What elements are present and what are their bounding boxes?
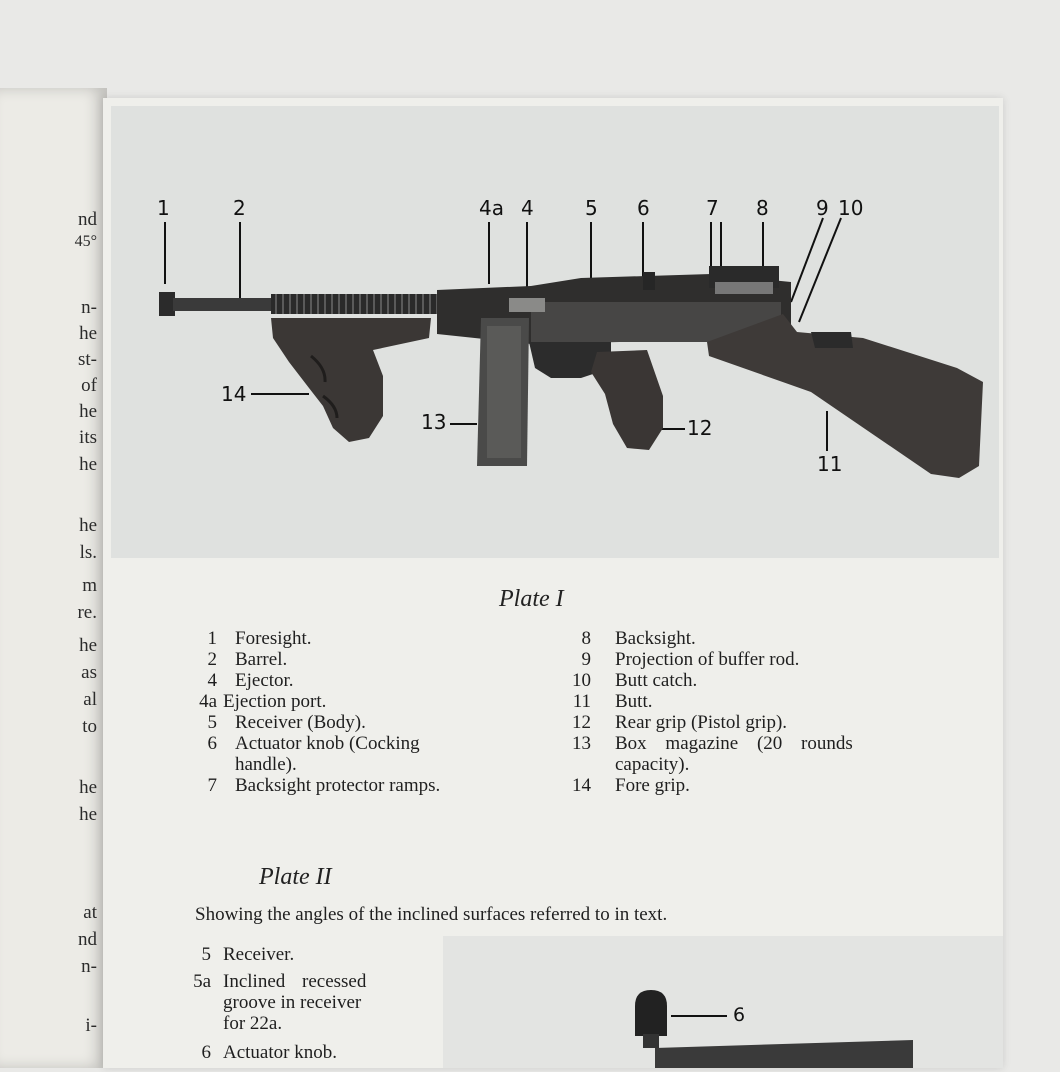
legend-item: 11 Butt. [572,691,653,712]
plate-1-legend-right [551,628,853,796]
legend-item: 1 Foresight. [207,628,312,649]
left-page-fragment: he [79,777,97,798]
legend-item: groove in receiver [223,992,362,1013]
left-page-fragment: 45° [74,233,97,250]
callout-13: 13 [421,410,447,434]
legend-item: 6 Actuator knob. [201,1042,337,1063]
left-page-fragment: he [79,454,97,475]
legend-item: 2 Barrel. [207,649,288,670]
legend-item: 5 Receiver. [201,944,295,965]
legend-item: 5a Inclined recessed [193,971,367,992]
left-page-fragment: re. [77,602,97,623]
callout-2: 2 [233,196,246,220]
callout-11: 11 [817,452,843,476]
legend-item: 6 Actuator knob (Cocking [207,733,420,754]
left-page-fragment: as [81,662,97,683]
book-page [103,98,1003,1068]
legend-item: for 22a. [223,1013,283,1034]
left-page-fragment: ls. [79,542,97,563]
left-page-fragment: its [79,427,97,448]
previous-page [0,88,107,1068]
legend-item: 9 Projection of buffer rod. [581,649,800,670]
left-page-fragment: al [83,689,97,710]
callout-4: 4 [521,196,534,220]
left-page-fragment: st- [78,349,97,370]
callout-12: 12 [687,416,713,440]
receiver-closeup-illustration [443,936,1003,1068]
legend-item: 4a Ejection port. [199,691,327,712]
plate-2-callout-6: 6 [733,1004,746,1026]
legend-item: 12 Rear grip (Pistol grip). [572,712,788,733]
callout-7: 7 [706,196,719,220]
legend-item: 14 Fore grip. [572,775,690,796]
legend-item: capacity). [615,754,690,775]
legend-item: handle). [235,754,297,775]
left-page-fragment: to [82,716,97,737]
legend-item: 10 Butt catch. [572,670,698,691]
plate-2-photo [443,936,1003,1068]
left-page-fragment: he [79,515,97,536]
submachine-gun-illustration [111,106,999,558]
callout-5: 5 [585,196,598,220]
left-page-fragment: m [82,575,97,596]
legend-item: 7 Backsight protector ramps. [207,775,441,796]
left-page-fragment: he [79,635,97,656]
legend-item: 4 Ejector. [207,670,294,691]
callout-4a: 4a [479,196,504,220]
plate-1-legend-left [177,628,440,796]
left-page-fragment: n- [81,956,97,977]
plate-1-title: Plate I [499,586,564,612]
legend-item: 13 Box magazine (20 rounds [572,733,853,754]
legend-item: 5 Receiver (Body). [207,712,366,733]
callout-1: 1 [157,196,170,220]
callout-10: 10 [838,196,864,220]
plate-2-title: Plate II [259,864,332,890]
left-page-fragment: nd [78,209,97,230]
left-page-fragment: he [79,401,97,422]
callout-9: 9 [816,196,829,220]
left-page-fragment: i- [85,1015,97,1036]
callout-14: 14 [221,382,247,406]
left-page-fragment: he [79,323,97,344]
left-page-fragment: at [83,902,97,923]
left-page-fragment: n- [81,297,97,318]
legend-item: 8 Backsight. [581,628,696,649]
left-page-fragment: of [81,375,97,396]
plate-2-legend [169,944,366,1063]
plate-2-caption: Showing the angles of the inclined surfaces referred to in text. [195,904,668,925]
left-page-fragment: he [79,804,97,825]
plate-1-photo [111,106,999,558]
callout-8: 8 [756,196,769,220]
left-page-fragment: nd [78,929,97,950]
callout-6: 6 [637,196,650,220]
